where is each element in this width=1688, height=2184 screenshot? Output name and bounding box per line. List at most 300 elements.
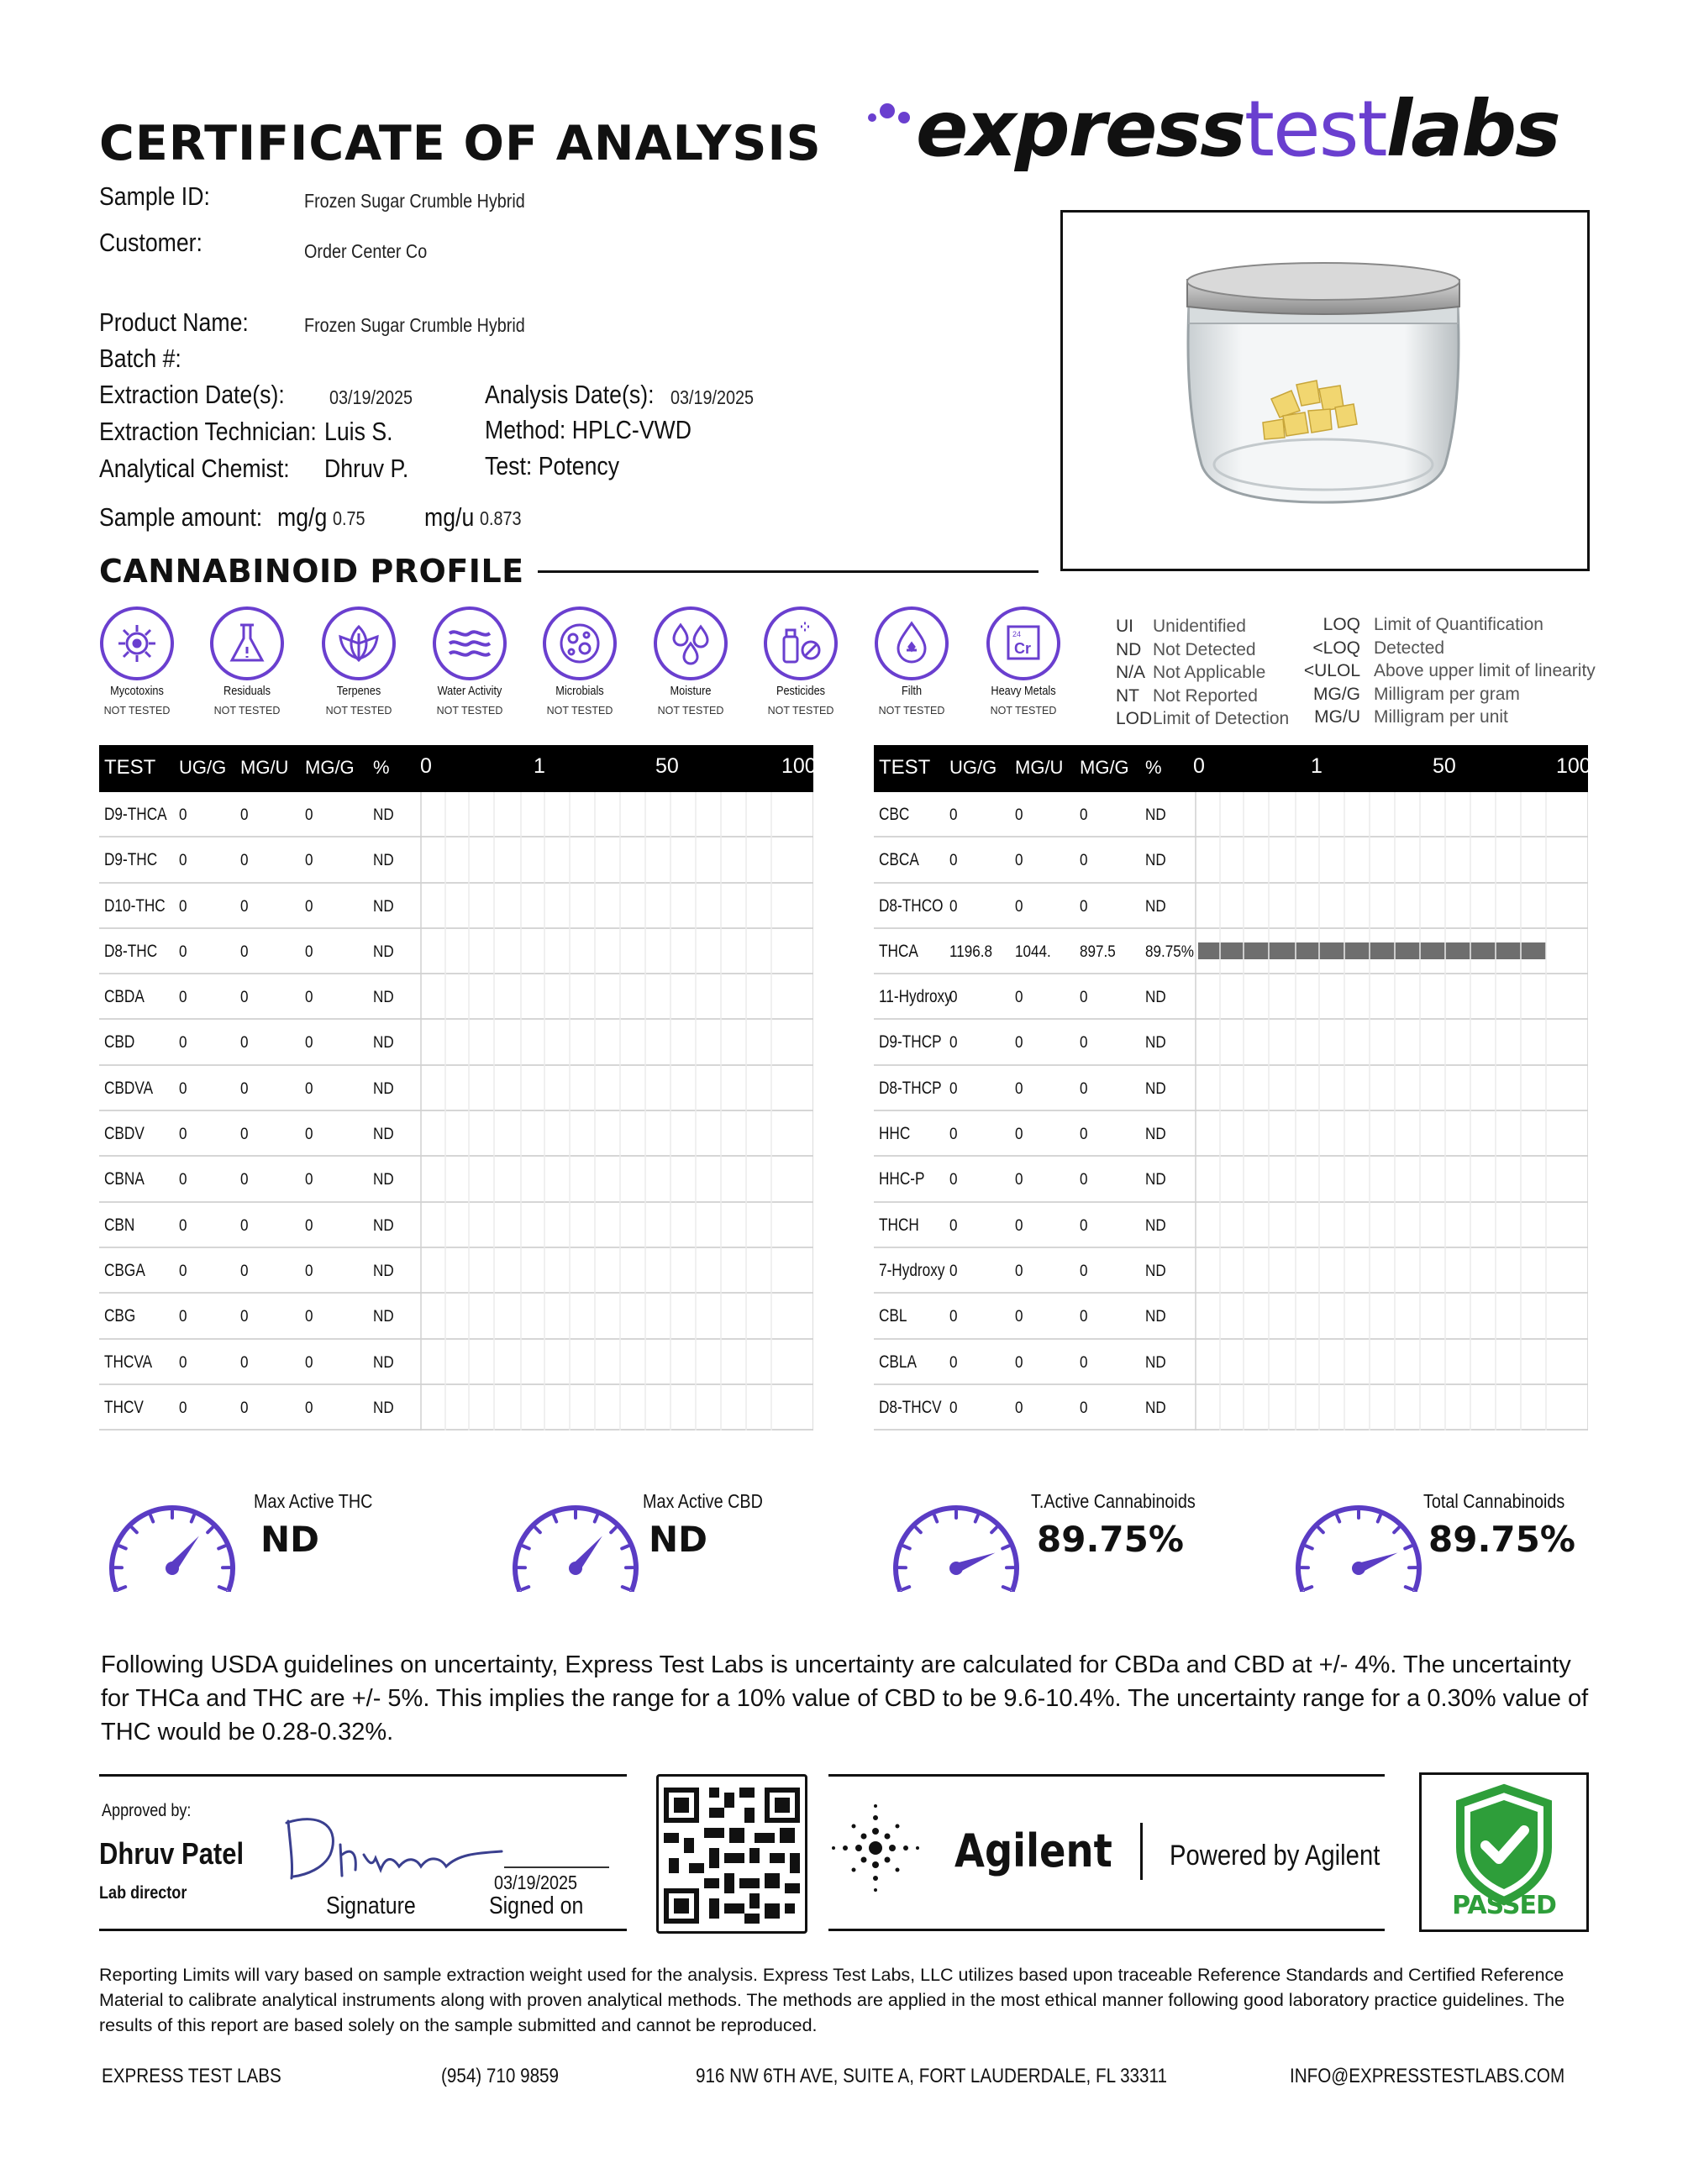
legend-right xyxy=(1298,615,1596,731)
table-row xyxy=(874,1294,1588,1339)
agilent-divider xyxy=(1140,1823,1143,1880)
cell-test: CBCA xyxy=(879,850,919,870)
gauge-value: ND xyxy=(649,1519,708,1560)
column-header: TEST xyxy=(104,756,156,779)
chemist-value: Dhruv P. xyxy=(324,454,409,483)
table-row xyxy=(874,1385,1588,1431)
cell-ugg: 0 xyxy=(179,1171,187,1189)
cell-test: HHC-P xyxy=(879,1169,925,1189)
signed-on-label: Signed on xyxy=(489,1893,584,1919)
cell-ugg: 0 xyxy=(179,942,187,961)
cell-mgu: 0 xyxy=(1015,1353,1023,1372)
test-heavy-metals xyxy=(973,606,1074,717)
table-row xyxy=(874,792,1588,837)
cell-ugg: 0 xyxy=(949,1079,958,1098)
table-row xyxy=(874,884,1588,929)
signature-rule xyxy=(504,1866,609,1868)
droplets-icon xyxy=(654,606,728,680)
cannabinoid-table-left xyxy=(99,745,817,1431)
cell-pct: ND xyxy=(373,806,394,824)
cell-test: D9-THCP xyxy=(879,1032,942,1053)
agilent-brand: Agilent xyxy=(954,1824,1112,1877)
cell-pct: ND xyxy=(1145,1353,1166,1372)
cell-ugg: 0 xyxy=(179,1399,187,1417)
cell-mgg: 897.5 xyxy=(1080,942,1116,961)
table-header xyxy=(874,745,1591,792)
signature-image xyxy=(281,1804,517,1888)
column-header: UG/G xyxy=(179,757,227,778)
cell-mgg: 0 xyxy=(305,1399,313,1417)
scale-tick-label: 50 xyxy=(655,754,679,778)
test-status: NOT TESTED xyxy=(213,705,281,717)
cell-pct: ND xyxy=(373,989,394,1007)
test-name: Mycotoxins xyxy=(110,684,164,698)
cell-test: CBG xyxy=(104,1306,136,1326)
cell-ugg: 0 xyxy=(949,1171,958,1189)
footer-company: EXPRESS TEST LABS xyxy=(102,2065,281,2087)
test-name: Pesticides xyxy=(776,684,826,698)
table-row xyxy=(99,1248,813,1294)
cell-mgu: 0 xyxy=(240,1353,249,1372)
disclaimer: Reporting Limits will vary based on sample extraction weight used for the analysis. Express Test Labs, LLC utilizes based upon traceable Reference Standards and Certified Reference Material to calibrate analytical instruments along with proven analytical methods. The methods are applied in the most ethical manner following good laboratory practice guidelines. The results of this report are based solely on the sample submitted and cannot be reproduced. xyxy=(99,1965,1565,2035)
cell-ugg: 0 xyxy=(179,1034,187,1053)
table-row xyxy=(874,974,1588,1020)
cell-test: D10-THC xyxy=(104,895,166,916)
cell-mgu: 0 xyxy=(1015,1262,1023,1280)
legend-item: <LOQ Detected xyxy=(1312,638,1445,658)
extraction-date-value: 03/19/2025 xyxy=(329,386,413,408)
cell-test: CBDV xyxy=(104,1124,145,1144)
gauge-dial-icon xyxy=(1287,1491,1430,1592)
cell-mgu: 0 xyxy=(240,1171,249,1189)
uncertainty-statement: Following USDA guidelines on uncertainty, Express Test Labs is uncertainty are calculated for CBDa and CBD at +/- 4%. The uncertainty for THCa and THC are +/- 5%. This implies the range for a 10% value of CBD to be 9.6-10.4%. The uncertainty range for a 0.30% value of THC would be 0.28-0.32%. xyxy=(101,1651,1589,1746)
column-header: MG/U xyxy=(1015,757,1064,778)
column-header: % xyxy=(373,757,390,778)
gauge-label: Max Active THC xyxy=(254,1490,373,1512)
gauge-t-active xyxy=(885,1491,1028,1596)
test-status: NOT TESTED xyxy=(325,705,392,717)
cell-ugg: 0 xyxy=(949,1308,958,1326)
cell-pct: ND xyxy=(373,1079,394,1098)
cell-mgu: 0 xyxy=(1015,1171,1023,1189)
cell-mgu: 0 xyxy=(1015,989,1023,1007)
customer-value: Order Center Co xyxy=(304,240,428,262)
cell-mgg: 0 xyxy=(1080,1034,1088,1053)
cell-mgg: 0 xyxy=(305,1079,313,1098)
cell-pct: ND xyxy=(373,1308,394,1326)
cell-ugg: 0 xyxy=(179,852,187,870)
test-status: NOT TESTED xyxy=(767,705,834,717)
product-photo xyxy=(1060,210,1590,571)
cell-pct: ND xyxy=(373,1216,394,1235)
agilent-spark-icon xyxy=(825,1798,926,1898)
column-header: MG/G xyxy=(1080,757,1129,778)
cell-test: THCVA xyxy=(104,1352,153,1372)
agilent-top-rule xyxy=(828,1774,1385,1777)
qr-code-icon xyxy=(659,1778,805,1933)
cell-ugg: 0 xyxy=(949,1216,958,1235)
table-row xyxy=(874,1020,1588,1065)
method-line: Method: HPLC-VWD xyxy=(485,415,692,444)
table-row xyxy=(99,1294,813,1339)
mycotoxins-icon xyxy=(100,606,174,680)
test-pesticides xyxy=(750,606,851,717)
element-symbol: Cr xyxy=(1014,640,1032,657)
cell-pct: ND xyxy=(373,1399,394,1417)
test-microbials xyxy=(529,606,630,717)
cell-mgg: 0 xyxy=(1080,1216,1088,1235)
legend-left xyxy=(1116,617,1289,732)
cell-pct: ND xyxy=(373,942,394,961)
sample-id-label: Sample ID: xyxy=(99,181,210,211)
cell-pct: 89.75% xyxy=(1145,942,1195,961)
cell-ugg: 0 xyxy=(179,1079,187,1098)
test-terpenes xyxy=(308,606,409,717)
cell-mgu: 0 xyxy=(240,989,249,1007)
cell-mgu: 0 xyxy=(240,1262,249,1280)
scale-tick-label: 1 xyxy=(534,754,545,778)
gauge-label: Max Active CBD xyxy=(643,1490,763,1512)
gauge-dial-icon xyxy=(504,1491,647,1592)
gauge-dial-icon xyxy=(885,1491,1028,1592)
cell-test: THCA xyxy=(879,941,918,961)
technician-value: Luis S. xyxy=(324,417,393,446)
test-name: Water Activity xyxy=(437,684,502,698)
cell-pct: ND xyxy=(1145,806,1166,824)
test-name: Heavy Metals xyxy=(991,684,1056,698)
cell-mgu: 0 xyxy=(240,897,249,916)
cell-test: CBN xyxy=(104,1215,135,1235)
cannabinoid-profile-title: CANNABINOID PROFILE xyxy=(99,553,524,590)
table-header xyxy=(99,745,817,792)
cell-test: THCH xyxy=(879,1215,919,1235)
cell-mgu: 0 xyxy=(240,1216,249,1235)
test-name: Filth xyxy=(901,684,923,698)
technician-label: Extraction Technician: xyxy=(99,417,317,446)
cell-mgg: 0 xyxy=(1080,989,1088,1007)
cell-test: CBDA xyxy=(104,987,145,1007)
leaf-icon xyxy=(322,606,396,680)
approval-bottom-rule xyxy=(99,1929,627,1931)
test-status: NOT TESTED xyxy=(103,705,171,717)
test-line: Test: Potency xyxy=(485,451,620,480)
test-status: NOT TESTED xyxy=(990,705,1057,717)
test-filth xyxy=(861,606,962,717)
qr-code[interactable] xyxy=(656,1774,807,1934)
table-row xyxy=(99,1157,813,1202)
cell-ugg: 0 xyxy=(949,989,958,1007)
cell-test: CBLA xyxy=(879,1352,917,1372)
agilent-bottom-rule xyxy=(828,1929,1385,1931)
section-divider xyxy=(538,570,1039,573)
cell-ugg: 0 xyxy=(179,1262,187,1280)
cell-mgu: 0 xyxy=(240,1399,249,1417)
table-row xyxy=(99,1111,813,1157)
jar-illustration xyxy=(1063,213,1587,569)
table-row xyxy=(874,1111,1588,1157)
test-mycotoxins xyxy=(87,606,187,717)
cell-test: CBC xyxy=(879,805,910,824)
cell-mgg: 0 xyxy=(305,897,313,916)
cell-test: D8-THCV xyxy=(879,1397,942,1417)
batch-label: Batch #: xyxy=(99,344,181,373)
cell-ugg: 1196.8 xyxy=(949,942,993,961)
express-test-labs-logo xyxy=(865,84,1596,185)
scale-tick-label: 0 xyxy=(1193,754,1205,778)
cell-pct: ND xyxy=(373,1126,394,1144)
table-row xyxy=(99,929,813,974)
signature-label: Signature xyxy=(326,1893,416,1919)
cell-pct: ND xyxy=(1145,1399,1166,1417)
cell-test: 7-Hydroxy xyxy=(879,1260,945,1280)
element-icon xyxy=(986,606,1060,680)
cell-mgg: 0 xyxy=(305,1126,313,1144)
cell-mgg: 0 xyxy=(1080,1262,1088,1280)
table-row xyxy=(874,1248,1588,1294)
table-row xyxy=(99,1020,813,1065)
cell-mgg: 0 xyxy=(1080,897,1088,916)
cell-mgu: 0 xyxy=(1015,852,1023,870)
table-row xyxy=(874,1157,1588,1202)
cell-pct: ND xyxy=(1145,1308,1166,1326)
cell-ugg: 0 xyxy=(179,1308,187,1326)
legend-item: N/A Not Applicable xyxy=(1116,663,1266,683)
cell-ugg: 0 xyxy=(179,897,187,916)
gauge-label: T.Active Cannabinoids xyxy=(1031,1490,1196,1512)
signed-date: 03/19/2025 xyxy=(494,1872,578,1893)
cell-ugg: 0 xyxy=(949,897,958,916)
cell-ugg: 0 xyxy=(949,1353,958,1372)
test-water-activity xyxy=(419,606,520,717)
approved-by-label: Approved by: xyxy=(102,1801,192,1820)
legend-item: LOQ Limit of Quantification xyxy=(1323,615,1543,634)
test-moisture xyxy=(640,606,741,717)
result-bar xyxy=(1198,942,1546,959)
cell-mgg: 0 xyxy=(1080,806,1088,824)
gauge-total xyxy=(1287,1491,1430,1596)
cell-ugg: 0 xyxy=(949,1399,958,1417)
mgu-label: mg/u xyxy=(424,502,475,532)
test-name: Moisture xyxy=(670,684,712,698)
cell-ugg: 0 xyxy=(949,1262,958,1280)
legend-item: NT Not Reported xyxy=(1116,685,1258,706)
scale-tick-label: 100 xyxy=(781,754,817,778)
flask-icon xyxy=(210,606,284,680)
cell-mgg: 0 xyxy=(305,1353,313,1372)
cell-mgu: 0 xyxy=(1015,897,1023,916)
product-name-label: Product Name: xyxy=(99,307,249,337)
cell-pct: ND xyxy=(373,1171,394,1189)
cell-mgu: 0 xyxy=(1015,1034,1023,1053)
gauge-value: 89.75% xyxy=(1428,1519,1575,1560)
cell-mgu: 0 xyxy=(240,1034,249,1053)
cell-mgu: 0 xyxy=(240,806,249,824)
cell-pct: ND xyxy=(1145,1171,1166,1189)
cell-mgg: 0 xyxy=(1080,1399,1088,1417)
scale-tick-label: 1 xyxy=(1311,754,1323,778)
mgg-value: 0.75 xyxy=(333,507,365,529)
cell-ugg: 0 xyxy=(179,1126,187,1144)
table-row xyxy=(874,929,1588,974)
test-name: Terpenes xyxy=(336,684,381,698)
approver-role: Lab director xyxy=(99,1883,187,1903)
cell-mgu: 0 xyxy=(1015,1399,1023,1417)
sample-id-value: Frozen Sugar Crumble Hybrid xyxy=(304,190,525,212)
table-row xyxy=(99,1340,813,1385)
table-row xyxy=(99,1066,813,1111)
cell-pct: ND xyxy=(373,1034,394,1053)
cell-mgu: 0 xyxy=(240,1126,249,1144)
cell-ugg: 0 xyxy=(949,1126,958,1144)
cell-ugg: 0 xyxy=(949,1034,958,1053)
test-name: Microbials xyxy=(555,684,604,698)
element-number: 24 xyxy=(1012,630,1022,638)
column-header: MG/G xyxy=(305,757,355,778)
cell-pct: ND xyxy=(1145,1216,1166,1235)
test-residuals xyxy=(197,606,297,717)
cell-mgu: 0 xyxy=(1015,1308,1023,1326)
cell-pct: ND xyxy=(1145,852,1166,870)
legend-item: MG/G Milligram per gram xyxy=(1313,684,1520,704)
table-row xyxy=(99,1385,813,1431)
cell-mgg: 0 xyxy=(305,806,313,824)
test-status: NOT TESTED xyxy=(657,705,724,717)
cell-test: CBDVA xyxy=(104,1078,154,1098)
table-row xyxy=(99,1203,813,1248)
approval-top-rule xyxy=(99,1774,627,1777)
extraction-date-label: Extraction Date(s): xyxy=(99,380,285,409)
cell-mgu: 0 xyxy=(240,1079,249,1098)
gauge-value: 89.75% xyxy=(1037,1519,1184,1560)
cell-test: D8-THCO xyxy=(879,895,944,916)
cell-mgg: 0 xyxy=(305,1308,313,1326)
cell-mgu: 0 xyxy=(1015,1216,1023,1235)
spray-icon xyxy=(764,606,838,680)
legend-item: ND Not Detected xyxy=(1116,639,1256,659)
test-name: Residuals xyxy=(223,684,271,698)
product-name-value: Frozen Sugar Crumble Hybrid xyxy=(304,314,525,336)
legend-item: UI Unidentified xyxy=(1116,617,1246,636)
cell-mgu: 0 xyxy=(240,852,249,870)
cell-pct: ND xyxy=(1145,1262,1166,1280)
gauge-max-cbd xyxy=(504,1491,647,1596)
cell-mgu: 0 xyxy=(1015,1079,1023,1098)
table-row xyxy=(874,1066,1588,1111)
column-header: TEST xyxy=(879,756,931,779)
cell-mgg: 0 xyxy=(305,989,313,1007)
cell-mgu: 0 xyxy=(1015,1126,1023,1144)
cell-ugg: 0 xyxy=(179,989,187,1007)
cell-ugg: 0 xyxy=(949,806,958,824)
cell-mgg: 0 xyxy=(305,1171,313,1189)
cell-test: D9-THC xyxy=(104,850,158,870)
cell-pct: ND xyxy=(1145,1079,1166,1098)
cell-test: CBNA xyxy=(104,1169,145,1189)
footer-phone[interactable]: (954) 710 9859 xyxy=(441,2065,560,2087)
scale-tick-label: 100 xyxy=(1556,754,1591,778)
mgg-label: mg/g xyxy=(277,502,328,532)
cell-test: D9-THCA xyxy=(104,805,167,824)
scale-tick-label: 50 xyxy=(1433,754,1456,778)
sample-amount-label: Sample amount: xyxy=(99,502,263,532)
legend-item: LODLimit of Detection xyxy=(1116,709,1290,729)
cannabinoid-table-right xyxy=(874,745,1591,1431)
cell-mgg: 0 xyxy=(1080,1353,1088,1372)
table-row xyxy=(99,974,813,1020)
cell-ugg: 0 xyxy=(179,1216,187,1235)
cell-test: CBGA xyxy=(104,1260,145,1280)
cell-pct: ND xyxy=(1145,1126,1166,1144)
cell-test: THCV xyxy=(104,1397,144,1417)
approver-name: Dhruv Patel xyxy=(99,1836,245,1871)
footer-email[interactable]: INFO@EXPRESSTESTLABS.COM xyxy=(1290,2065,1565,2087)
gauge-dial-icon xyxy=(101,1491,244,1592)
cell-mgg: 0 xyxy=(1080,852,1088,870)
column-header: % xyxy=(1145,757,1162,778)
cell-mgu: 0 xyxy=(240,942,249,961)
cell-test: CBL xyxy=(879,1306,907,1326)
powered-by-agilent: Powered by Agilent xyxy=(1170,1840,1380,1872)
test-status: NOT TESTED xyxy=(878,705,945,717)
cell-test: D8-THC xyxy=(104,941,158,961)
cell-test: HHC xyxy=(879,1124,911,1144)
certificate-title: CERTIFICATE OF ANALYSIS xyxy=(99,116,822,171)
cell-pct: ND xyxy=(373,1262,394,1280)
table-row xyxy=(874,1203,1588,1248)
cell-pct: ND xyxy=(373,1353,394,1372)
gauge-max-thc xyxy=(101,1491,244,1596)
cell-test: D8-THCP xyxy=(879,1078,942,1098)
analysis-date-label: Analysis Date(s): xyxy=(485,380,655,409)
cell-mgu: 0 xyxy=(240,1308,249,1326)
table-row xyxy=(874,837,1588,883)
cell-ugg: 0 xyxy=(949,852,958,870)
cell-pct: ND xyxy=(373,897,394,916)
table-row xyxy=(99,792,813,837)
drop-icon xyxy=(875,606,949,680)
column-header: UG/G xyxy=(949,757,997,778)
legend-item: MG/U Milligram per unit xyxy=(1314,707,1508,727)
cell-mgg: 0 xyxy=(305,852,313,870)
cell-pct: ND xyxy=(1145,989,1166,1007)
cell-mgu: 0 xyxy=(1015,806,1023,824)
table-row xyxy=(874,1340,1588,1385)
test-status: NOT TESTED xyxy=(436,705,503,717)
test-status: NOT TESTED xyxy=(546,705,613,717)
cell-mgg: 0 xyxy=(1080,1079,1088,1098)
gauge-label: Total Cannabinoids xyxy=(1423,1490,1565,1512)
table-row xyxy=(99,884,813,929)
chemist-label: Analytical Chemist: xyxy=(99,454,290,483)
cell-mgg: 0 xyxy=(1080,1308,1088,1326)
cell-mgg: 0 xyxy=(1080,1126,1088,1144)
cell-test: 11-Hydroxy xyxy=(879,987,952,1007)
cell-mgg: 0 xyxy=(1080,1171,1088,1189)
cell-ugg: 0 xyxy=(179,806,187,824)
legend-item: <ULOL Above upper limit of linearity xyxy=(1303,661,1596,681)
microbe-icon xyxy=(543,606,617,680)
cell-mgu: 1044. xyxy=(1015,942,1051,961)
customer-label: Customer: xyxy=(99,228,202,257)
table-row xyxy=(99,837,813,883)
footer-address: 916 NW 6TH AVE, SUITE A, FORT LAUDERDALE, FL 33311 xyxy=(696,2065,1167,2087)
waves-icon xyxy=(433,606,507,680)
cell-mgg: 0 xyxy=(305,1216,313,1235)
passed-label: PASSED xyxy=(1452,1891,1556,1920)
cell-mgg: 0 xyxy=(305,942,313,961)
column-header: MG/U xyxy=(240,757,289,778)
cell-mgg: 0 xyxy=(305,1034,313,1053)
